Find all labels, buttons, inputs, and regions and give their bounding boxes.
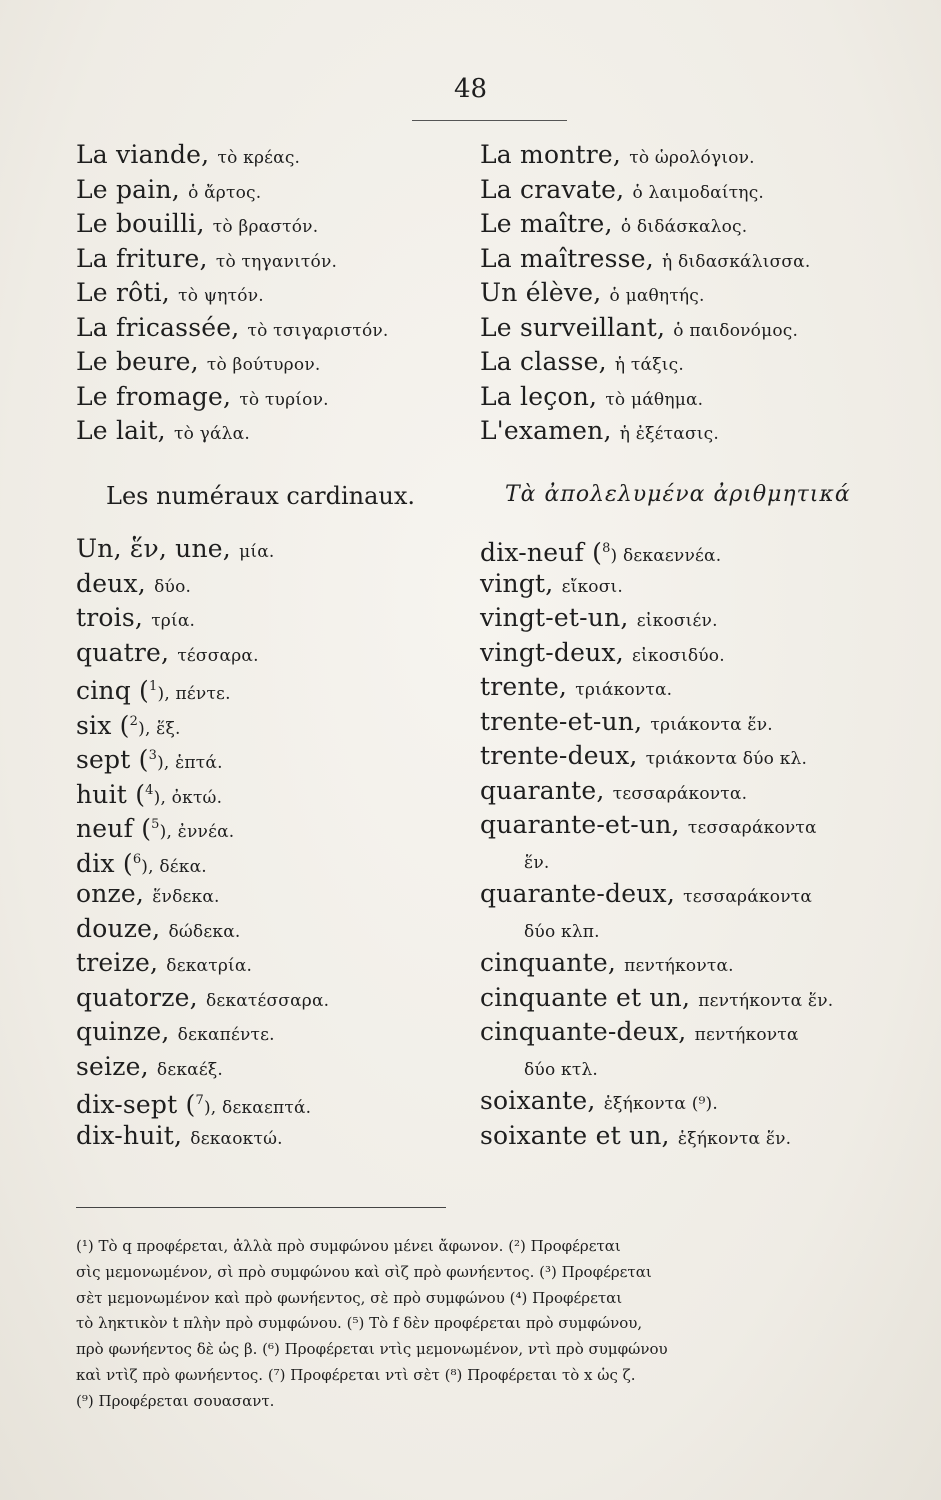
heading-greek: Τὰ ἀπολελυμένα ἀριθμητικά	[505, 482, 851, 507]
footnotes	[76, 1234, 866, 1415]
french-word: La leçon,	[480, 381, 598, 411]
number-entry	[76, 739, 466, 774]
vocab-right-column	[480, 138, 880, 449]
greek-number: πεντήκοντα ἕν.	[698, 990, 834, 1011]
greek-word: τὸ τυρίον.	[239, 389, 329, 410]
footnote-line: τὸ ληκτικὸν t πλὴν πρὸ συμφώνου. (⁵) Τὸ f δὲν προφέρεται πρὸ συμφώνου,	[76, 1314, 643, 1333]
french-number: trente,	[480, 672, 568, 701]
number-entry	[480, 567, 880, 602]
greek-number: ἕν.	[524, 852, 550, 873]
greek-number: πεντήκοντα	[694, 1025, 799, 1045]
vocab-entry	[480, 138, 880, 173]
greek-word: ὁ μαθητής.	[609, 286, 705, 306]
top-rule	[412, 120, 567, 121]
number-entry	[76, 808, 466, 843]
vocab-left-column	[76, 138, 466, 449]
footnote-ref: 1	[149, 679, 158, 694]
french-number: quarante-et-un,	[480, 810, 680, 839]
vocab-entry	[76, 207, 466, 242]
number-entry	[76, 774, 466, 809]
french-number: trois,	[76, 603, 144, 632]
french-word: Un élève,	[480, 278, 602, 307]
number-entry	[76, 1015, 466, 1050]
french-word: Le surveillant,	[480, 312, 666, 342]
french-word: Le bouilli,	[76, 209, 205, 238]
number-entry	[76, 532, 466, 567]
number-entry	[76, 946, 466, 981]
number-entry	[76, 636, 466, 671]
french-number: vingt-deux,	[480, 637, 624, 667]
number-entry	[480, 1015, 880, 1050]
french-number: dix-sept (	[76, 1090, 196, 1119]
greek-number: ἑξήκοντα ἕν.	[677, 1128, 792, 1149]
number-entry	[76, 843, 466, 878]
footnote-ref: 8	[602, 541, 611, 556]
french-word: La friture,	[76, 243, 208, 273]
greek-number: τεσσαράκοντα	[687, 818, 817, 838]
greek-number: ), πέντε.	[157, 684, 231, 704]
greek-word: τὸ ὡρολόγιον.	[629, 148, 755, 168]
number-entry	[480, 946, 880, 981]
footnote-line: (¹) Τὸ q προφέρεται, ἀλλὰ πρὸ συμφώνου μένει ἄφωνον. (²) Προφέρεται	[76, 1237, 621, 1255]
number-entry	[480, 774, 880, 809]
greek-number: δύο.	[154, 576, 192, 597]
french-word: La fricassée,	[76, 312, 240, 342]
french-number: quatre,	[76, 637, 170, 667]
number-entry	[480, 877, 880, 912]
greek-number: εἰκοσιέν.	[636, 611, 718, 631]
greek-word: τὸ βραστόν.	[212, 217, 319, 237]
french-number: douze,	[76, 913, 161, 943]
vocab-entry	[480, 380, 880, 415]
greek-number: δεκατέσσαρα.	[205, 990, 330, 1011]
french-number: sept (	[76, 745, 149, 774]
vocab-entry	[480, 276, 880, 311]
french-number: Un, ἕν, une,	[76, 534, 231, 563]
numbers-left-column	[76, 532, 466, 1153]
french-number: vingt,	[480, 568, 554, 598]
greek-word: ἡ διδασκάλισσα.	[662, 251, 811, 272]
vocab-entry	[480, 242, 880, 277]
french-word: L'examen,	[480, 416, 612, 445]
greek-number: δώδεκα.	[168, 921, 241, 942]
french-number: seize,	[76, 1051, 149, 1081]
vocab-entry	[480, 414, 880, 449]
footnote-ref: 2	[129, 713, 139, 729]
greek-number: τεσσαράκοντα.	[612, 783, 748, 804]
vocab-entry	[76, 173, 466, 208]
greek-word: ἡ ἐξέτασις.	[619, 424, 719, 444]
greek-number: δεκατρία.	[166, 956, 253, 976]
greek-number: μία.	[239, 542, 275, 562]
greek-number: δύο κτλ.	[524, 1059, 599, 1080]
greek-word: ὁ λαιμοδαίτης.	[632, 182, 765, 203]
french-number: neuf (	[76, 814, 152, 843]
french-word: La montre,	[480, 140, 622, 169]
number-entry	[480, 843, 880, 878]
footnote-ref: 3	[148, 748, 158, 763]
vocab-entry	[480, 207, 880, 242]
french-number: trente-et-un,	[480, 706, 643, 736]
french-number: huit (	[76, 779, 146, 809]
greek-word: τὸ βούτυρον.	[206, 355, 321, 375]
number-entry	[480, 912, 880, 947]
french-number: cinquante,	[480, 948, 616, 977]
greek-number: τρία.	[151, 611, 196, 631]
vocab-entry	[76, 345, 466, 380]
number-entry	[480, 808, 880, 843]
french-word: Le pain,	[76, 174, 180, 204]
french-number: dix (	[76, 848, 133, 878]
greek-number: ), ἕξ.	[138, 718, 181, 739]
greek-number: εἰκοσιδύο.	[632, 645, 725, 666]
greek-number: πεντήκοντα.	[624, 956, 734, 976]
footnote-line: σὲτ μεμονωμένον καὶ πρὸ φωνήεντος, σὲ πρὸ συμφώνου (⁴) Προφέρεται	[76, 1288, 623, 1307]
number-entry	[480, 705, 880, 740]
number-entry	[76, 1050, 466, 1085]
vocab-entry	[76, 311, 466, 346]
french-word: Le beure,	[76, 347, 199, 376]
french-number: quarante-deux,	[480, 879, 675, 908]
number-entry	[480, 1050, 880, 1085]
numbers-right-column	[480, 532, 880, 1153]
greek-word: ὁ παιδονόμος.	[673, 320, 799, 341]
footnote-ref: 7	[195, 1093, 204, 1108]
greek-number: δεκαπέντε.	[177, 1025, 275, 1045]
french-number: cinquante-deux,	[480, 1017, 687, 1046]
french-number: soixante et un,	[480, 1120, 670, 1150]
vocab-entry	[480, 345, 880, 380]
french-number: cinq (	[76, 676, 150, 705]
french-number: quinze,	[76, 1017, 170, 1046]
number-entry	[480, 1119, 880, 1154]
french-number: cinquante et un,	[480, 982, 691, 1012]
french-number: trente-deux,	[480, 741, 638, 770]
greek-number: ), ἑπτά.	[157, 753, 223, 773]
french-number: quatorze,	[76, 982, 198, 1012]
footnote-line: σὶς μεμονωμένον, σὶ πρὸ συμφώνου καὶ σὶζ πρὸ φωνήεντος. (³) Προφέρεται	[76, 1262, 652, 1281]
greek-word: τὸ τσιγαριστόν.	[247, 320, 389, 341]
greek-number: ἑξήκοντα (⁹).	[603, 1094, 718, 1114]
french-number: vingt-et-un,	[480, 603, 629, 632]
greek-number: τεσσαράκοντα	[683, 887, 813, 907]
vocab-entry	[76, 276, 466, 311]
number-entry	[480, 601, 880, 636]
french-number: treize,	[76, 948, 159, 977]
number-entry	[76, 705, 466, 740]
vocab-entry	[76, 138, 466, 173]
number-entry	[76, 877, 466, 912]
footnote-rule	[76, 1207, 446, 1208]
footnote-line: (⁹) Προφέρεται σουασαντ.	[76, 1391, 275, 1410]
greek-word: ὁ ἄρτος.	[188, 182, 262, 203]
french-word: Le fromage,	[76, 381, 232, 411]
vocab-entry	[76, 414, 466, 449]
number-entry	[480, 670, 880, 705]
greek-number: εἴκοσι.	[561, 576, 623, 597]
french-word: La viande,	[76, 140, 210, 169]
number-entry	[480, 1084, 880, 1119]
greek-number: τέσσαρα.	[177, 645, 259, 666]
greek-number: ), δεκαεπτά.	[203, 1098, 312, 1118]
number-entry	[76, 912, 466, 947]
french-word: La classe,	[480, 347, 607, 376]
greek-number: ), ἐννέα.	[159, 822, 235, 842]
greek-number: ), ὀκτώ.	[153, 787, 223, 808]
french-word: Le lait,	[76, 416, 166, 445]
number-entry	[76, 1084, 466, 1119]
french-number: deux,	[76, 568, 146, 598]
french-word: Le rôti,	[76, 278, 170, 307]
number-entry	[76, 670, 466, 705]
french-number: quarante,	[480, 775, 605, 805]
footnote-ref: 6	[132, 851, 142, 867]
greek-number: ), δέκα.	[141, 856, 207, 877]
french-number: dix-huit,	[76, 1120, 183, 1150]
number-entry	[480, 981, 880, 1016]
french-number: six (	[76, 710, 130, 740]
number-entry	[480, 636, 880, 671]
page-number: 48	[453, 74, 488, 104]
french-word: La cravate,	[480, 174, 625, 204]
number-entry	[76, 601, 466, 636]
french-word: La maîtresse,	[480, 243, 654, 273]
greek-number: δύο κλπ.	[524, 921, 600, 942]
vocab-entry	[76, 380, 466, 415]
greek-word: τὸ τηγανιτόν.	[215, 251, 338, 272]
greek-number: ) δεκαεννέα.	[610, 546, 722, 566]
french-number: onze,	[76, 879, 145, 908]
greek-number: τριάκοντα.	[575, 680, 673, 700]
french-word: Le maître,	[480, 209, 613, 238]
greek-number: δεκαοκτώ.	[190, 1128, 283, 1149]
number-entry	[480, 739, 880, 774]
vocab-entry	[480, 311, 880, 346]
footnote-line: πρὸ φωνήεντος δὲ ὡς β. (⁶) Προφέρεται ντὶς μεμονωμένον, ντὶ πρὸ συμφώνου	[76, 1340, 668, 1359]
greek-number: τριάκοντα δύο κλ.	[645, 749, 808, 769]
greek-number: ἕνδεκα.	[152, 887, 220, 907]
greek-word: ἡ τάξις.	[614, 355, 684, 375]
greek-word: τὸ μάθημα.	[605, 389, 704, 410]
vocab-entry	[76, 242, 466, 277]
footnote-line: καὶ ντὶζ πρὸ φωνήεντος. (⁷) Προφέρεται ντὶ σὲτ (⁸) Προφέρεται τὸ x ὡς ζ.	[76, 1365, 636, 1384]
greek-number: δεκαέξ.	[156, 1059, 224, 1080]
number-entry	[480, 532, 880, 567]
greek-word: τὸ κρέας.	[217, 148, 301, 168]
footnote-ref: 4	[145, 782, 154, 798]
greek-word: τὸ ψητόν.	[178, 286, 264, 306]
number-entry	[76, 567, 466, 602]
french-number: soixante,	[480, 1086, 596, 1115]
greek-word: ὁ διδάσκαλος.	[620, 217, 748, 237]
greek-number: τριάκοντα ἕν.	[650, 714, 773, 735]
vocab-entry	[480, 173, 880, 208]
number-entry	[76, 981, 466, 1016]
french-number: dix-neuf (	[480, 538, 603, 567]
heading-french: Les numéraux cardinaux.	[106, 482, 416, 510]
footnote-ref: 5	[151, 817, 160, 832]
number-entry	[76, 1119, 466, 1154]
greek-word: τὸ γάλα.	[174, 424, 250, 444]
